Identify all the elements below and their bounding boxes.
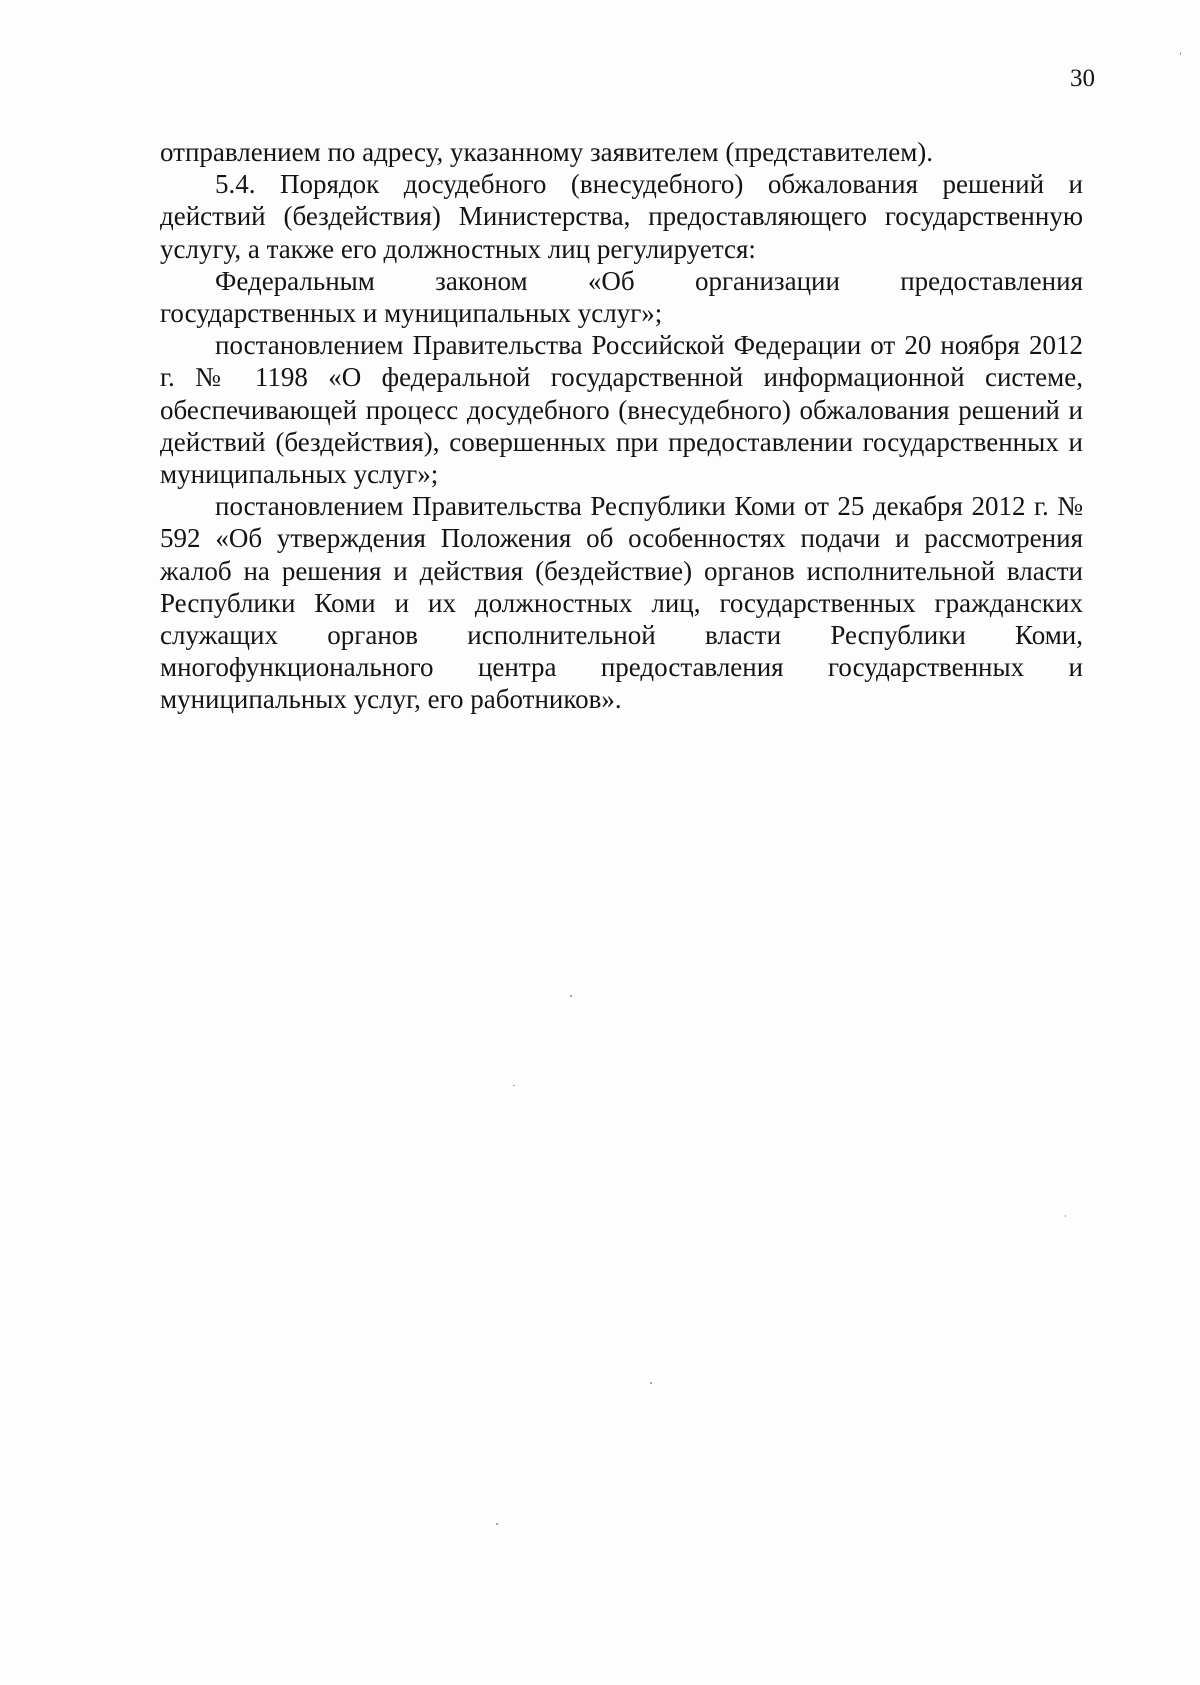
paragraph-continuation: отправлением по адресу, указанному заявителем (представителем). [160,137,934,167]
document-body [160,136,1083,716]
scan-speck [570,995,572,997]
scan-speck [1065,1215,1066,1217]
scan-speck [1180,52,1181,55]
paragraph-resolution-rf: постановлением Правительства Российской Федерации от 20 ноября 2012 г. № 1198 «О федеральной государственной информационной системе, обеспечивающей процесс досудебного (внесудебного) обжалования решений и действий (бездействия), совершенных при предоставлении государственных и муниципальных услуг»; [160,330,1083,490]
scan-speck [650,1382,652,1384]
page-number: 30 [1070,65,1095,92]
paragraph-federal-law-line2: государственных и муниципальных услуг»; [160,298,663,329]
scan-speck [496,1523,498,1525]
paragraph-federal-law-line1: Федеральным законом «Об организации предоставления [215,265,1083,296]
paragraph-resolution-komi: постановлением Правительства Республики Коми от 25 декабря 2012 г. № 592 «Об утверждения Положения об особенностях подачи и рассмотрения жалоб на решения и действия (бездействие) органов исполнительной власти Республики Коми и их должностных лиц, государственных гражданских служащих органов исполнительной власти Республики Коми, многофункционального центра предоставления государственных и муниципальных услуг, его работников». [160,491,1083,715]
paragraph-5-4: 5.4. Порядок досудебного (внесудебного) обжалования решений и действий (бездействия) Министерства, предоставляющего государственную услугу, а также его должностных лиц регулируется: [160,169,1083,264]
scan-speck [513,1085,515,1086]
